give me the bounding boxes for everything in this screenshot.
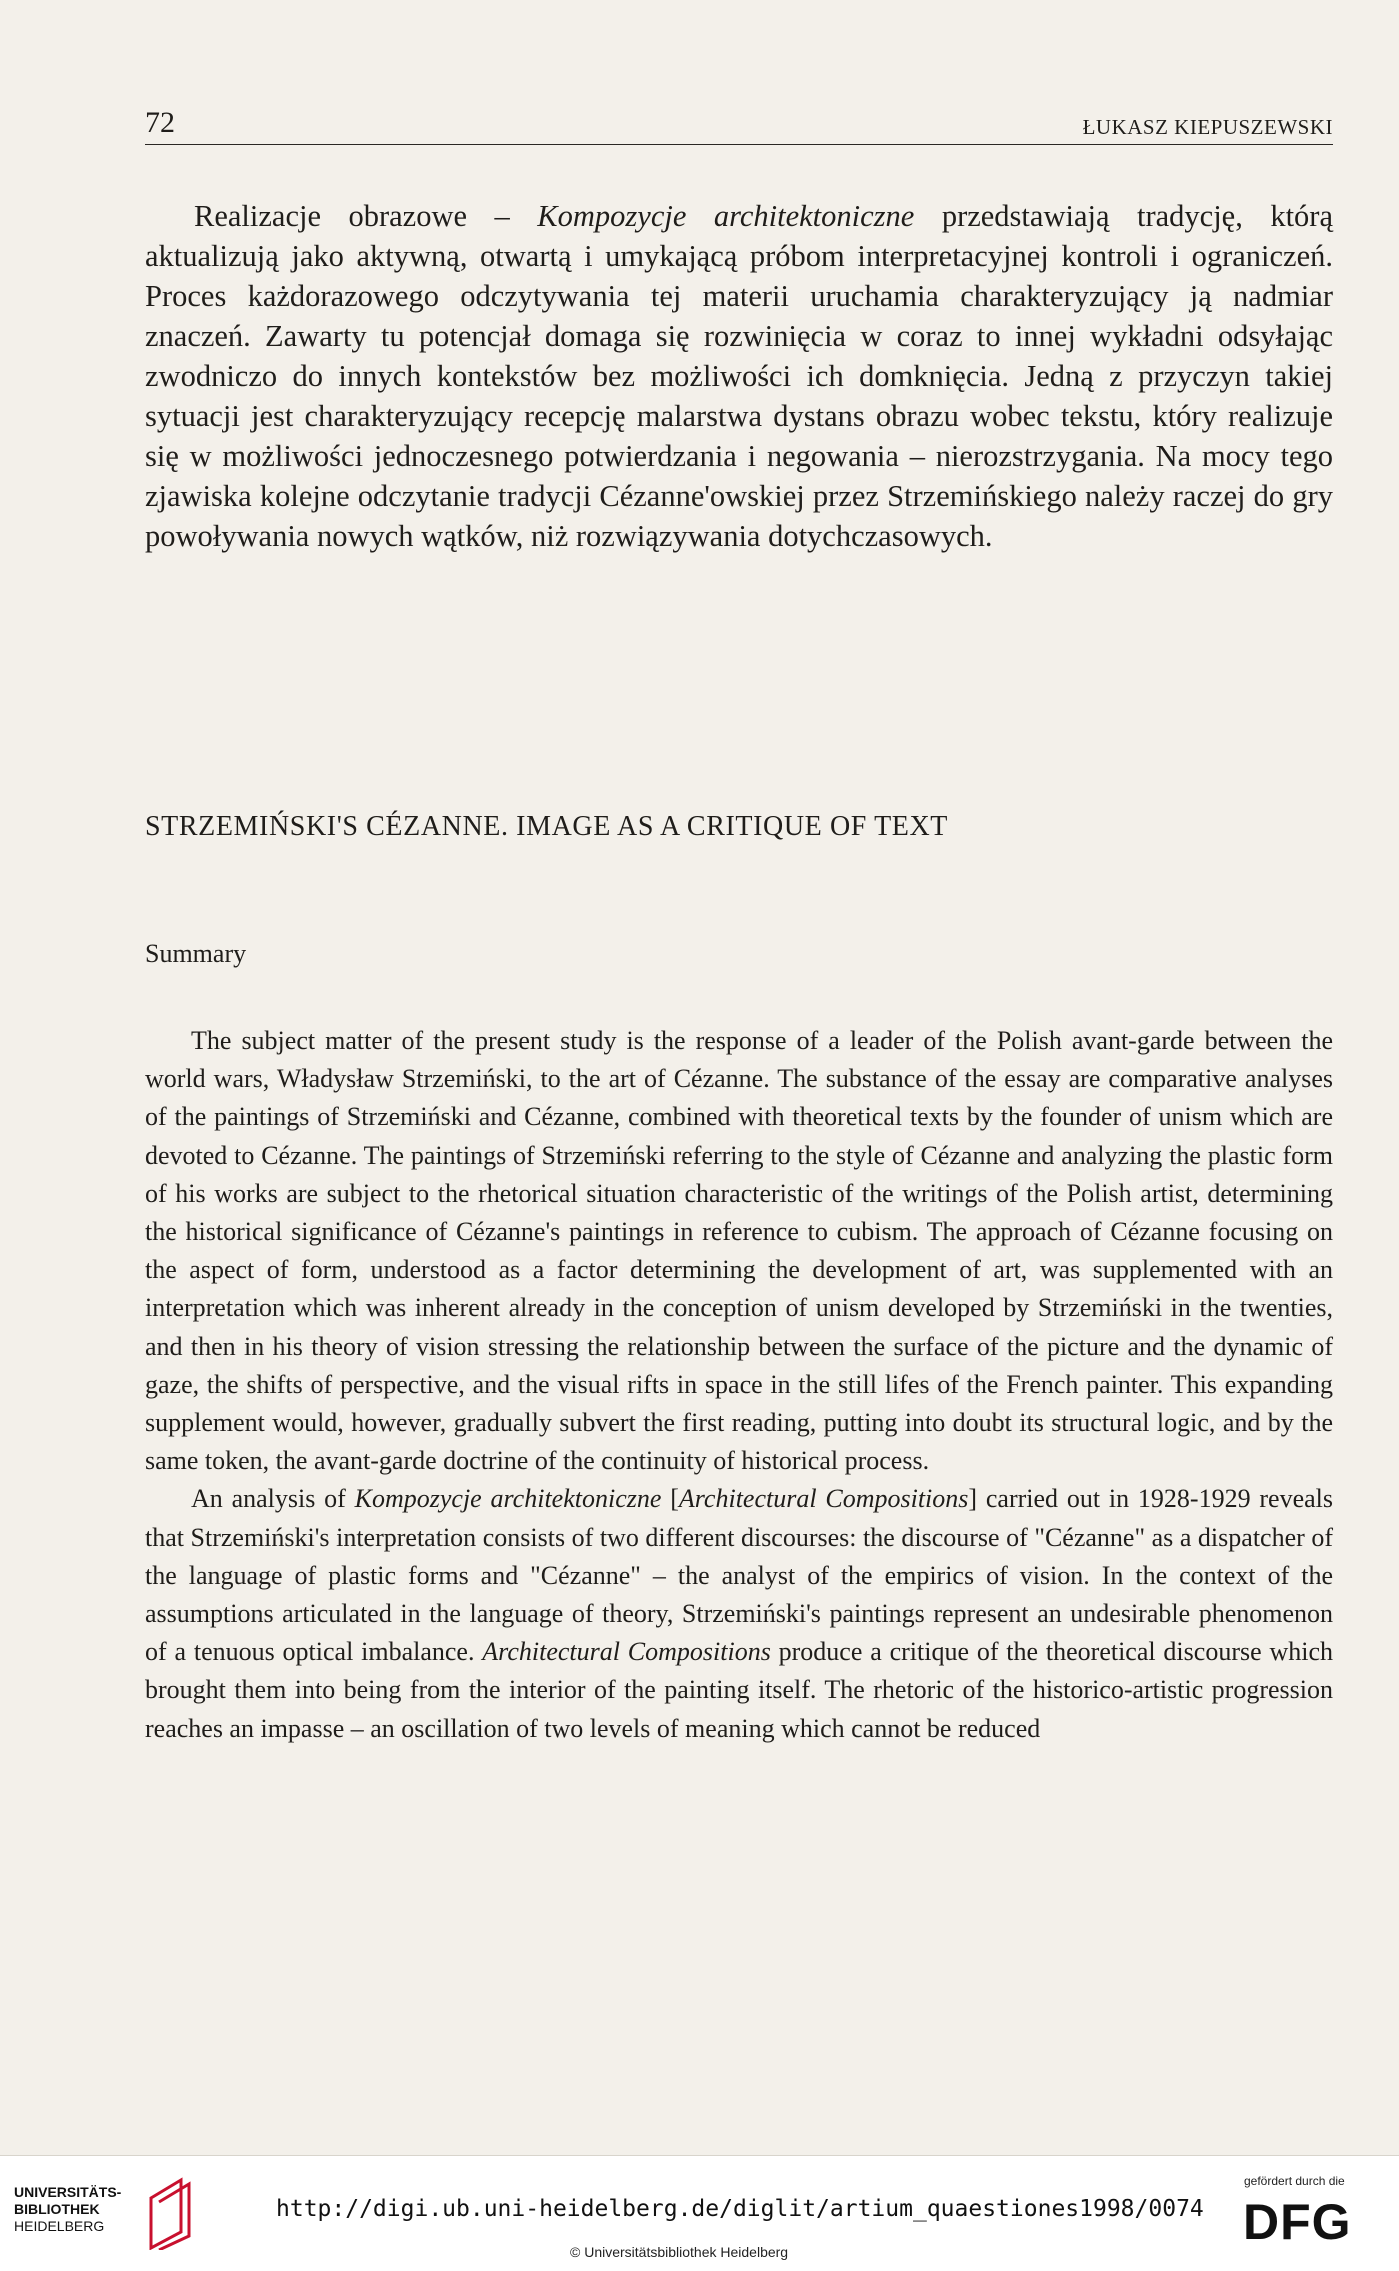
copyright-notice: © Universitätsbibliothek Heidelberg [570,2244,789,2260]
summary-paragraph-2 [145,1480,1333,1747]
dfg-logo: DFG [1243,2194,1352,2250]
italic-title: Kompozycje architektoniczne [537,199,915,233]
running-head-author: ŁUKASZ KIEPUSZEWSKI [1082,115,1333,139]
text-run: przedstawiają tradycję, którą aktualizują jako aktywną, otwartą i umykającą próbom interpretacyjnej kontroli i ograniczeń. Proces każdorazowego odczytywania tej materii uruchamia charakteryzujący ją nadmiar znaczeń. Zawarty tu potencjał domaga się rozwinięcia w coraz to innej wykładni odsyłając zwodniczo do innych kontekstów bez możliwości ich domknięcia. Jedną z przyczyn takiej sytuacji jest charakteryzujący recepcję malarstwa dystans obrazu wobec tekstu, który realizuje się w możliwości jednoczesnego potwierdzania i negowania – nierozstrzygania. Na mocy tego zjawiska kolejne odczytanie tradycji Cézanne'owskiej przez Strzemińskiego należy raczej do gry powoływania nowych wątków, niż rozwiązywania dotychczasowych. [145,199,1334,553]
library-name-line: HEIDELBERG [14,2218,105,2234]
library-logo-text [14,2184,121,2235]
running-head [145,108,1333,145]
text-run: ] carried out in 1928-1929 reveals that Strzemiński's interpretation consists of two different discourses: the discourse of "Cézanne" as a dispatcher of the language of plastic forms and "Cézanne" – the analyst of the empirics of vision. In the context of the assumptions articulated in the language of theory, Strzemiński's paintings represent an undesirable phenomenon of a tenuous optical imbalance. [145,1484,1334,1667]
italic-title: Kompozycje architektoniczne [354,1484,662,1514]
polish-text-block [145,196,1333,556]
library-name-line: UNIVERSITÄTS- [14,2184,122,2200]
text-run: [ [661,1484,679,1514]
english-summary-block [145,1022,1333,1748]
polish-paragraph [145,196,1333,556]
digitization-footer [0,2155,1399,2271]
italic-title: Architectural Compositions [482,1637,771,1667]
text-run: Realizacje obrazowe – [194,199,538,233]
permalink-url[interactable]: http://digi.ub.uni-heidelberg.de/diglit/artium_quaestiones1998/0074 [276,2196,1204,2222]
summary-label: Summary [145,939,247,968]
funding-note: gefördert durch die [1244,2174,1345,2188]
section-heading: STRZEMIŃSKI'S CÉZANNE. IMAGE AS A CRITIQUE OF TEXT [145,811,948,842]
summary-paragraph-1: The subject matter of the present study is the response of a leader of the Polish avant-garde between the world wars, Władysław Strzemiński, to the art of Cézanne. The substance of the essay are comparative analyses of the paintings of Strzemiński and Cézanne, combined with theoretical texts by the founder of unism which are devoted to Cézanne. The paintings of Strzemiński referring to the style of Cézanne and analyzing the plastic form of his works are subject to the rhetorical situation characteristic of the writings of the Polish artist, determining the historical significance of Cézanne's paintings in reference to cubism. The approach of Cézanne focusing on the aspect of form, understood as a factor determining the development of art, was supplemented with an interpretation which was inherent already in the conception of unism developed by Strzemiński in the twenties, and then in his theory of vision stressing the relationship between the surface of the picture and the dynamic of gaze, the shifts of perspective, and the visual rifts in space in the still lifes of the French painter. This expanding supplement would, however, gradually subvert the first reading, putting into doubt its structural logic, and by the same token, the avant-garde doctrine of the continuity of historical process. [145,1026,1333,1476]
page-number: 72 [145,106,175,139]
text-run: An analysis of [191,1484,355,1514]
library-name-line: BIBLIOTHEK [14,2201,100,2217]
text-run: produce a critique of the theoretical discourse which brought them into being from the interior of the painting itself. The rhetoric of the historico-artistic progression reaches an impasse – an oscillation of two levels of meaning which cannot be reduced [145,1637,1333,1743]
italic-title: Architectural Compositions [678,1484,969,1514]
library-emblem-icon [147,2176,195,2250]
